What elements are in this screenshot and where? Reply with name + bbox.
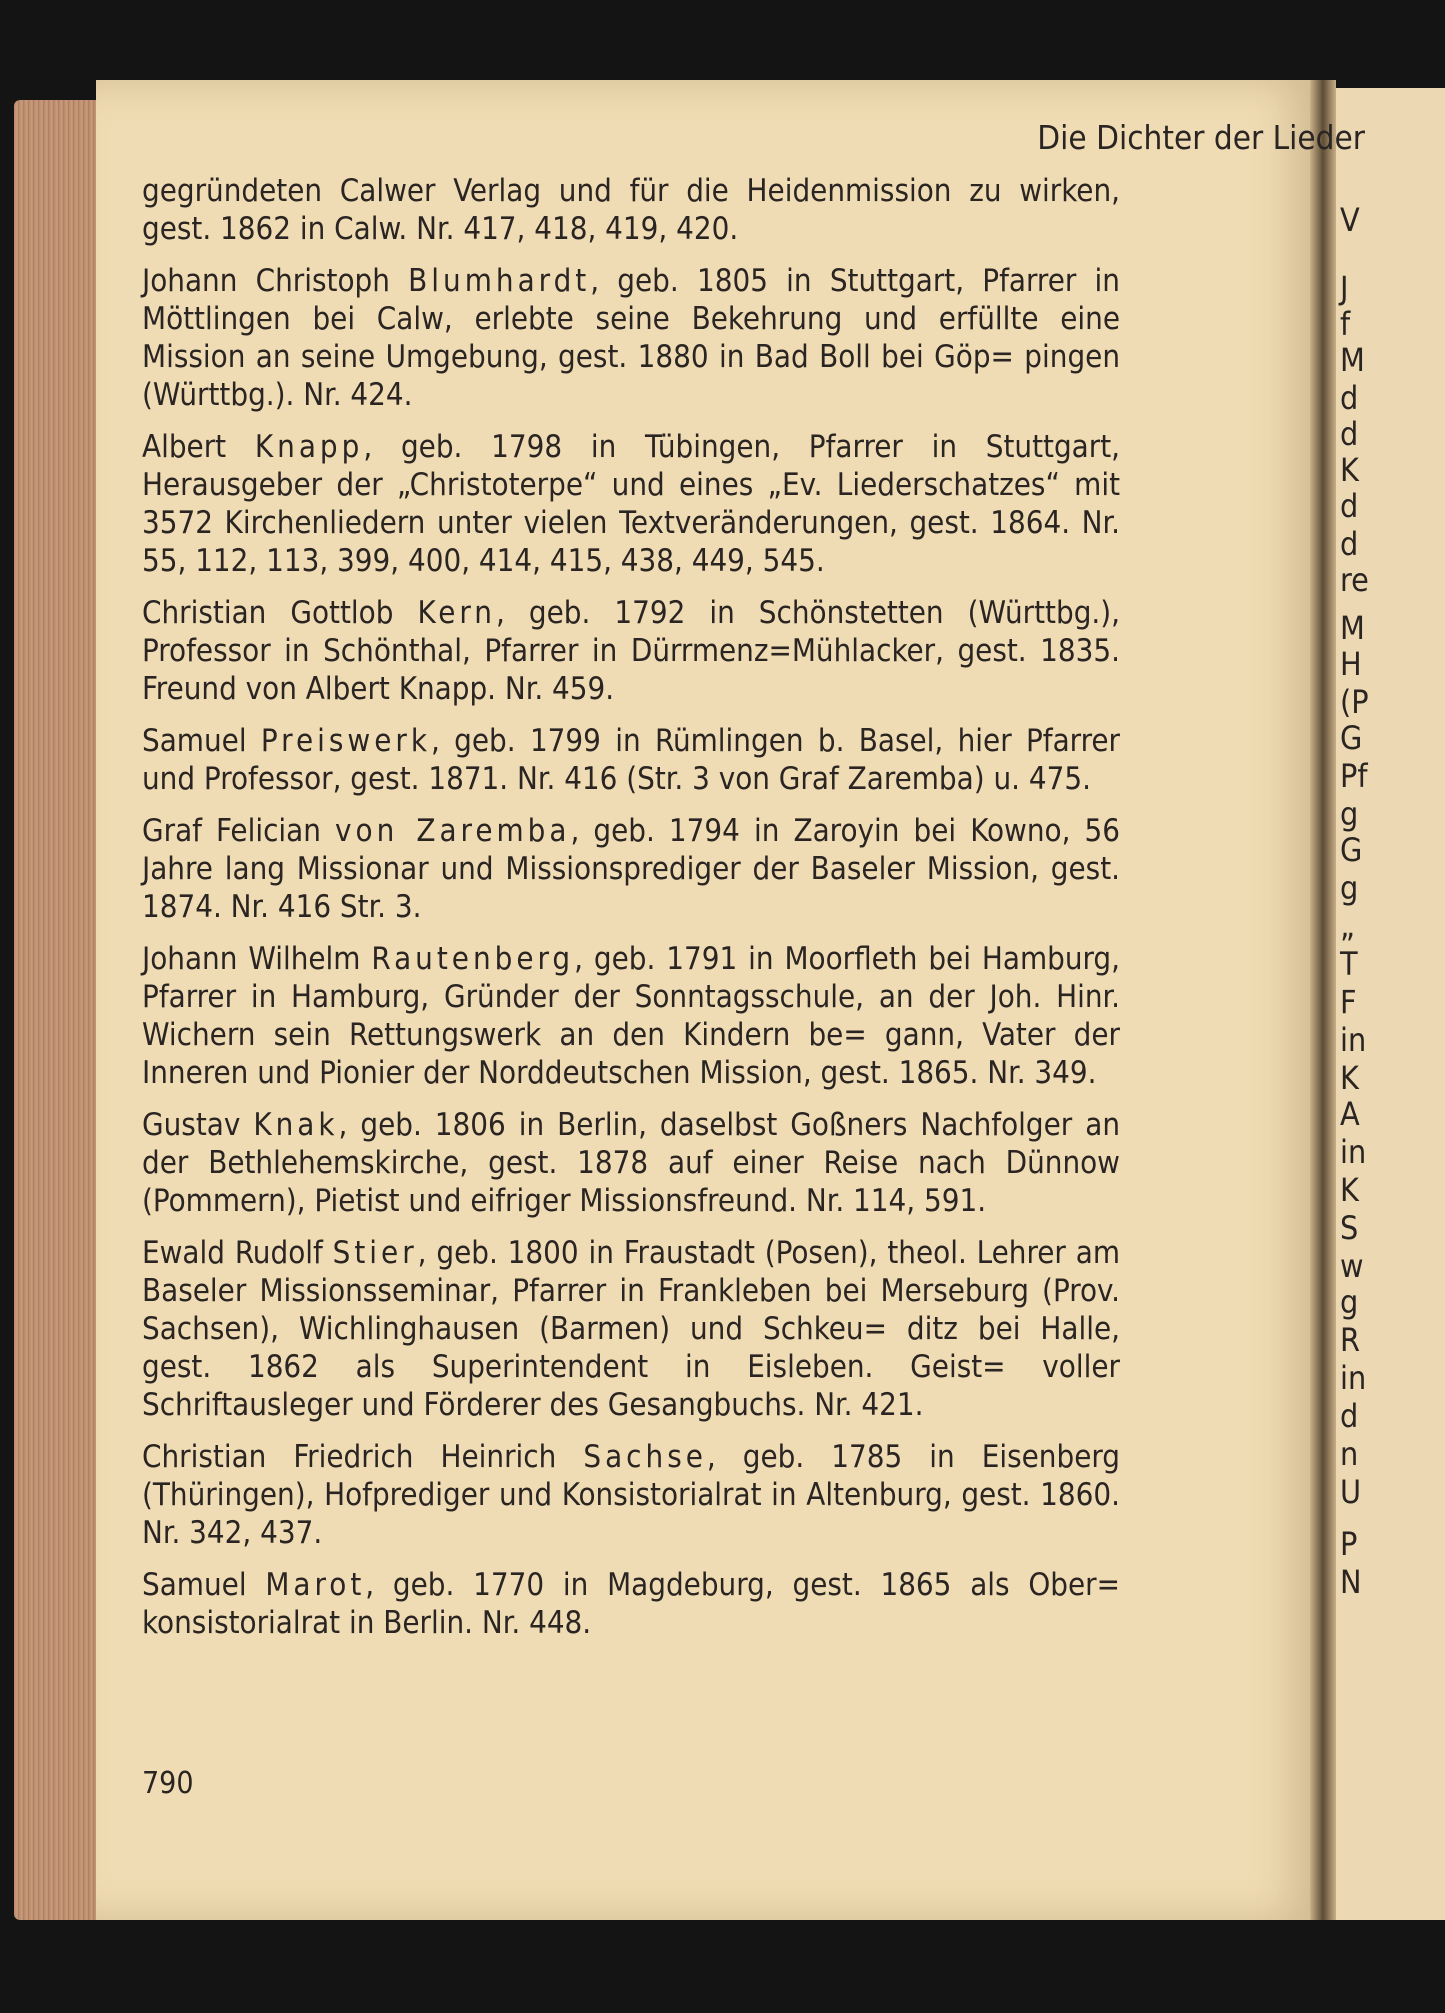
right-page-text-fragment: (P [1340, 683, 1369, 721]
right-page-text-fragment: G [1340, 719, 1363, 757]
right-page-text-fragment: d [1340, 487, 1359, 525]
right-page-text-fragment: N [1340, 1563, 1362, 1601]
right-page-text-fragment: g [1340, 869, 1359, 907]
right-page-text-fragment: f [1340, 305, 1351, 343]
right-page-text-fragment: G [1340, 831, 1363, 869]
right-page-text-fragment: „ [1340, 907, 1355, 945]
right-page-text-fragment: g [1340, 795, 1359, 833]
right-page-text-fragment: Pf [1340, 757, 1368, 795]
page-number: 790 [142, 1766, 194, 1801]
right-page-text-fragment: re [1340, 561, 1369, 599]
biography-list [142, 172, 1120, 1656]
right-page-text-fragment: M [1340, 609, 1365, 647]
right-page-text-fragment: in [1340, 1133, 1367, 1171]
right-page-text-fragment: P [1340, 1525, 1358, 1563]
right-page-text-fragment: n [1340, 1435, 1359, 1473]
right-page-text-fragment: in [1340, 1359, 1367, 1397]
right-page-text-fragment: F [1340, 983, 1357, 1021]
biography-entry: Ewald Rudolf Stier, geb. 1800 in Fraustadt (Posen), theol. Lehrer am Baseler Missionsseminar, Pfarrer in Frankleben bei Merseburg (Prov. Sachsen), Wichlinghausen (Barmen) und Schkeu= ditz bei Halle, gest. 1862 als Superintendent in Eisleben. Geist= voller Schriftausleger und Förderer des Gesangbuchs. Nr. 421. [142, 1235, 1120, 1423]
right-page-text-fragment: H [1340, 645, 1362, 683]
right-page-fragment [1336, 88, 1445, 1920]
right-page-text-fragment: d [1340, 415, 1359, 453]
book-gutter [1310, 80, 1336, 1920]
right-page-text-fragment: g [1340, 1283, 1359, 1321]
running-header: Die Dichter der Lieder [1037, 118, 1365, 157]
biography-entry: Johann Wilhelm Rautenberg, geb. 1791 in Moorfleth bei Hamburg, Pfarrer in Hamburg, Gründer der Sonntagsschule, an der Joh. Hinr. Wichern sein Rettungswerk an den Kindern be= gann, Vater der Inneren und Pionier der Norddeutschen Mission, gest. 1865. Nr. 349. [142, 941, 1120, 1091]
biography-entry: Albert Knapp, geb. 1798 in Tübingen, Pfarrer in Stuttgart, Herausgeber der „Christoterpe“ und eines „Ev. Liederschatzes“ mit 3572 Kirchenliedern unter vielen Textveränderungen, gest. 1864. Nr. 55, 112, 113, 399, 400, 414, 415, 438, 449, 545. [142, 429, 1120, 579]
biography-entry: Christian Friedrich Heinrich Sachse, geb. 1785 in Eisenberg (Thüringen), Hofprediger und Konsistorialrat in Altenburg, gest. 1860. Nr. 342, 437. [142, 1439, 1120, 1551]
right-page-text-fragment: d [1340, 1397, 1359, 1435]
right-page-text-fragment: T [1340, 945, 1358, 983]
right-page-text-fragment: w [1340, 1247, 1364, 1285]
right-page-text-fragment: V [1340, 201, 1360, 239]
right-page-text-fragment: in [1340, 1021, 1367, 1059]
right-page-text-fragment: K [1340, 1059, 1359, 1097]
biography-entry: Gustav Knak, geb. 1806 in Berlin, daselbst Goßners Nachfolger an der Bethlehemskirche, gest. 1878 auf einer Reise nach Dünnow (Pommern), Pietist und eifriger Missionsfreund. Nr. 114, 591. [142, 1107, 1121, 1219]
right-page-text-fragment: U [1340, 1473, 1362, 1511]
book-page-edges [14, 100, 104, 1920]
right-page-text-fragment: R [1340, 1321, 1360, 1359]
right-page-text-fragment: d [1340, 379, 1359, 417]
right-page-text-fragment: J [1340, 269, 1349, 307]
biography-entry: Samuel Marot, geb. 1770 in Magdeburg, gest. 1865 als Ober= konsistorialrat in Berlin. Nr. 448. [142, 1567, 1120, 1641]
right-page-text-fragment: S [1340, 1209, 1359, 1247]
right-page-text-fragment: A [1340, 1095, 1360, 1133]
right-page-text-fragment: K [1340, 451, 1359, 489]
biography-entry: Johann Christoph Blumhardt, geb. 1805 in Stuttgart, Pfarrer in Möttlingen bei Calw, erlebte seine Bekehrung und erfüllte eine Mission an seine Umgebung, gest. 1880 in Bad Boll bei Göp= pingen (Württbg.). Nr. 424. [142, 263, 1120, 413]
biography-entry: gegründeten Calwer Verlag und für die Heidenmission zu wirken, gest. 1862 in Calw. Nr. 417, 418, 419, 420. [142, 173, 1120, 247]
right-page-text-fragment: K [1340, 1171, 1359, 1209]
biography-entry: Graf Felician von Zaremba, geb. 1794 in Zaroyin bei Kowno, 56 Jahre lang Missionar und Missionsprediger der Baseler Mission, gest. 1874. Nr. 416 Str. 3. [142, 813, 1121, 925]
right-page-text-fragment: M [1340, 341, 1365, 379]
biography-entry: Christian Gottlob Kern, geb. 1792 in Schönstetten (Württbg.), Professor in Schönthal, Pfarrer in Dürrmenz=Mühlacker, gest. 1835. Freund von Albert Knapp. Nr. 459. [142, 595, 1120, 707]
right-page-text-fragment: d [1340, 525, 1359, 563]
biography-entry: Samuel Preiswerk, geb. 1799 in Rümlingen b. Basel, hier Pfarrer und Professor, gest. 1871. Nr. 416 (Str. 3 von Graf Zaremba) u. 475. [142, 723, 1120, 797]
